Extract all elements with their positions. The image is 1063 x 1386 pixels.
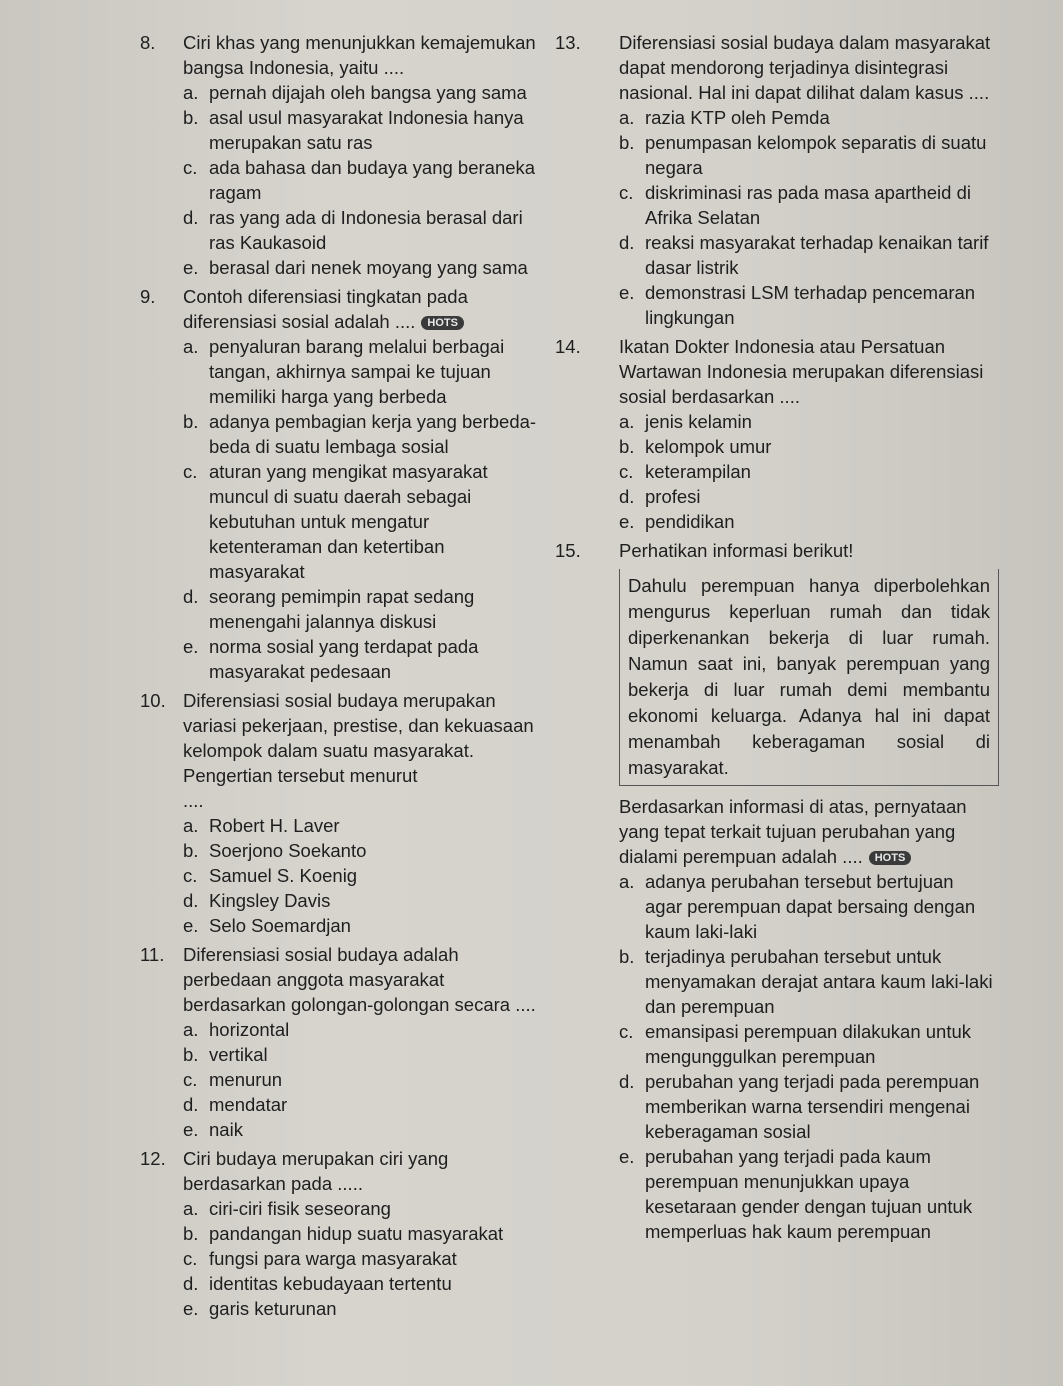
question-number: 10. [140,690,166,711]
option-a: a. horizontal [183,1019,290,1040]
option-a: a. penyaluran barang melalui berbagai tangan, akhirnya sampai ke tujuan memiliki harga yang berbeda [183,336,505,407]
option-b: b. pandangan hidup suatu masyarakat [183,1223,504,1244]
question-12 [140,1146,540,1321]
hots-badge: HOTS [421,316,464,330]
option-a: a. razia KTP oleh Pemda [619,107,830,128]
option-b: b. vertikal [183,1044,268,1065]
option-a: a. jenis kelamin [619,411,752,432]
option-e: e. Selo Soemardjan [183,915,351,936]
option-e: e. naik [183,1119,243,1140]
question-14 [555,334,995,534]
question-text: Diferensiasi sosial budaya adalah perbedaan anggota masyarakat berdasarkan golongan-golongan secara .... [183,944,536,1015]
answer-dots: .... [183,790,204,811]
option-b: b. kelompok umur [619,436,772,457]
option-a: a. ciri-ciri fisik seseorang [183,1198,391,1219]
information-box: Dahulu perempuan hanya diperbolehkan mengurus keperluan rumah dan tidak diperkenankan bekerja di luar rumah. Namun saat ini, banyak perempuan yang bekerja di luar rumah demi membantu ekonomi keluarga. Adanya hal ini dapat menambah keberagaman sosial di masyarakat. [619,569,999,786]
option-d: d. profesi [619,486,701,507]
question-15 [555,538,995,1244]
option-d: d. Kingsley Davis [183,890,331,911]
question-text: Ciri budaya merupakan ciri yang berdasarkan pada ..... [183,1148,449,1194]
question-number: 9. [140,286,156,307]
option-d: d. perubahan yang terjadi pada perempuan memberikan warna tersendiri mengenai keberagaman sosial [619,1071,980,1142]
option-e: e. garis keturunan [183,1298,337,1319]
question-text: Ciri khas yang menunjukkan kemajemukan bangsa Indonesia, yaitu .... [183,32,536,78]
question-text: Perhatikan informasi berikut! [619,540,854,561]
question-prompt: Berdasarkan informasi di atas, pernyataan yang tepat terkait tujuan perubahan yang dialami perempuan adalah .... [619,796,967,867]
question-10 [140,688,540,938]
option-e: e. berasal dari nenek moyang yang sama [183,257,528,278]
question-text: Diferensiasi sosial budaya dalam masyarakat dapat mendorong terjadinya disintegrasi nasional. Hal ini dapat dilihat dalam kasus .... [619,32,991,103]
left-column [140,30,540,1325]
option-b: b. adanya pembagian kerja yang berbeda-beda di suatu lembaga sosial [183,411,537,457]
option-e: e. demonstrasi LSM terhadap pencemaran lingkungan [619,282,976,328]
option-c: c. Samuel S. Koenig [183,865,358,886]
option-c: c. emansipasi perempuan dilakukan untuk mengunggulkan perempuan [619,1021,972,1067]
question-number: 13. [555,32,581,53]
question-9 [140,284,540,684]
question-number: 15. [555,540,581,561]
option-b: b. Soerjono Soekanto [183,840,367,861]
option-c: c. fungsi para warga masyarakat [183,1248,457,1269]
option-d: d. seorang pemimpin rapat sedang menengahi jalannya diskusi [183,586,475,632]
question-number: 8. [140,32,156,53]
option-a: a. adanya perubahan tersebut bertujuan agar perempuan dapat bersaing dengan kaum laki-laki [619,871,976,942]
hots-badge: HOTS [869,851,912,865]
option-b: b. terjadinya perubahan tersebut untuk menyamakan derajat antara kaum laki-laki dan perempuan [619,946,993,1017]
option-b: b. asal usul masyarakat Indonesia hanya merupakan satu ras [183,107,524,153]
option-c: c. keterampilan [619,461,751,482]
question-text: Contoh diferensiasi tingkatan pada diferensiasi sosial adalah .... [183,286,468,332]
question-text: Diferensiasi sosial budaya merupakan variasi pekerjaan, prestise, dan kekuasaan kelompok dalam suatu masyarakat. Pengertian tersebut menurut [183,690,534,786]
option-e: e. pendidikan [619,511,735,532]
option-d: d. reaksi masyarakat terhadap kenaikan tarif dasar listrik [619,232,989,278]
question-8 [140,30,540,280]
question-number: 14. [555,336,581,357]
option-c: c. diskriminasi ras pada masa apartheid di Afrika Selatan [619,182,971,228]
option-c: c. ada bahasa dan budaya yang beraneka ragam [183,157,536,203]
option-a: a. pernah dijajah oleh bangsa yang sama [183,82,527,103]
option-d: d. ras yang ada di Indonesia berasal dari ras Kaukasoid [183,207,523,253]
question-13 [555,30,995,330]
option-d: d. identitas kebudayaan tertentu [183,1273,452,1294]
question-11 [140,942,540,1142]
right-column [555,30,995,1248]
option-b: b. penumpasan kelompok separatis di suatu negara [619,132,987,178]
option-e: e. perubahan yang terjadi pada kaum perempuan menunjukkan upaya kesetaraan gender dengan tujuan untuk memperluas hak kaum perempuan [619,1146,973,1242]
option-d: d. mendatar [183,1094,288,1115]
option-a: a. Robert H. Laver [183,815,340,836]
question-text: Ikatan Dokter Indonesia atau Persatuan Wartawan Indonesia merupakan diferensiasi sosial berdasarkan .... [619,336,984,407]
option-c: c. aturan yang mengikat masyarakat muncul di suatu daerah sebagai kebutuhan untuk mengatur ketenteraman dan ketertiban masyarakat [183,461,488,582]
question-number: 12. [140,1148,166,1169]
question-number: 11. [140,944,165,965]
option-c: c. menurun [183,1069,283,1090]
option-e: e. norma sosial yang terdapat pada masyarakat pedesaan [183,636,479,682]
